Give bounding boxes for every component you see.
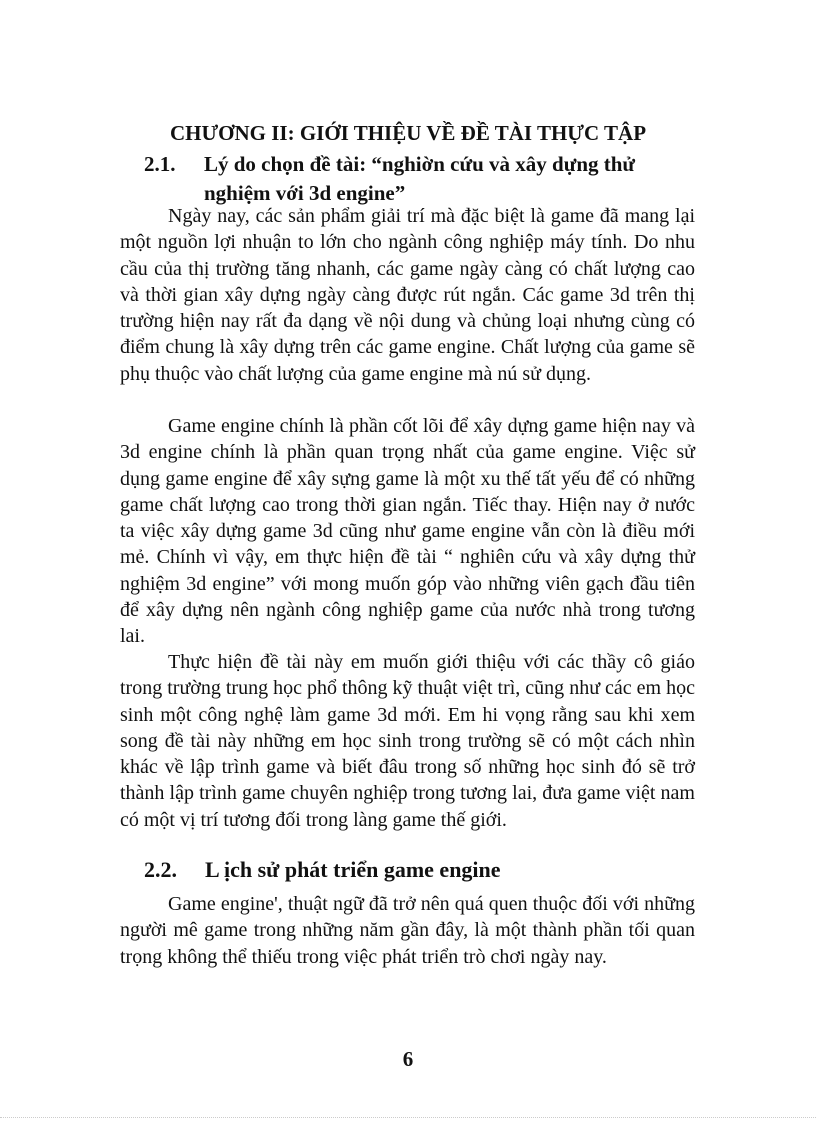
page-bottom-rule xyxy=(0,1117,816,1118)
section-number: 2.1. xyxy=(144,152,176,176)
section-heading-2-1 xyxy=(144,150,704,208)
section-number: 2.2. xyxy=(144,857,177,882)
paragraph: Ngày nay, các sản phẩm giải trí mà đặc biệt là game đã mang lại một nguồn lợi nhuận to lớn cho ngành công nghiệp máy tính. Do nhu cầu của thị trường tăng nhanh, các game ngày càng có chất lượng cao và thời gian xây dựng ngày càng được rút ngắn. Các game 3d trên thị trường hiện nay rất đa dạng về nội dung và chủng loại nhưng cùng có điểm chung là xây dựng trên các game engine. Chất lượng của game sẽ phụ thuộc vào chất lượng của game engine mà nú sử dụng. xyxy=(120,205,695,385)
chapter-title: CHƯƠNG II: GIỚI THIỆU VỀ ĐỀ TÀI THỰC TẬP xyxy=(169,121,647,145)
section-title: Lý do chọn đề tài: “nghiờn cứu và xây dựng thử nghiệm với 3d engine” xyxy=(204,152,636,205)
paragraph: Game engine', thuật ngữ đã trở nên quá quen thuộc đối với những người mê game trong những năm gần đây, là một thành phần tối quan trọng không thể thiếu trong việc phát triển trò chơi ngày nay. xyxy=(120,893,695,968)
section-heading-2-2 xyxy=(144,855,704,884)
paragraph: Thực hiện đề tài này em muốn giới thiệu với các thầy cô giáo trong trường trung học phổ thông kỹ thuật việt trì, cũng như các em học sinh một công nghệ làm game 3d mới. Em hi vọng rằng sau khi xem song đề tài này những em học sinh trong trường sẽ có một cách nhìn khác về lập trình game và biết đâu trong số những học sinh đó sẽ trở thành lập trình game chuyên nghiệp trong tương lai, đưa game việt nam có một vị trí tương đối trong làng game thế giới. xyxy=(120,651,695,831)
page-number: 6 xyxy=(402,1047,414,1071)
section-title: L ịch sử phát triển game engine xyxy=(205,857,501,882)
paragraph: Game engine chính là phần cốt lõi để xây dựng game hiện nay và 3d engine chính là phần quan trọng nhất của game engine. Việc sử dụng game engine để xây sựng game là một xu thế tất yếu để có những game chất lượng cao trong thời gian ngắn. Tiếc thay. Hiện nay ở nước ta việc xây dựng game 3d cũng như game engine vẫn còn là điều mới mẻ. Chính vì vậy, em thực hiện đề tài “ nghiên cứu và xây dựng thử nghiệm 3d engine” với mong muốn góp vào những viên gạch đầu tiên để xây dựng nên ngành công nghiệp game của nước nhà trong tương lai. xyxy=(120,415,695,648)
